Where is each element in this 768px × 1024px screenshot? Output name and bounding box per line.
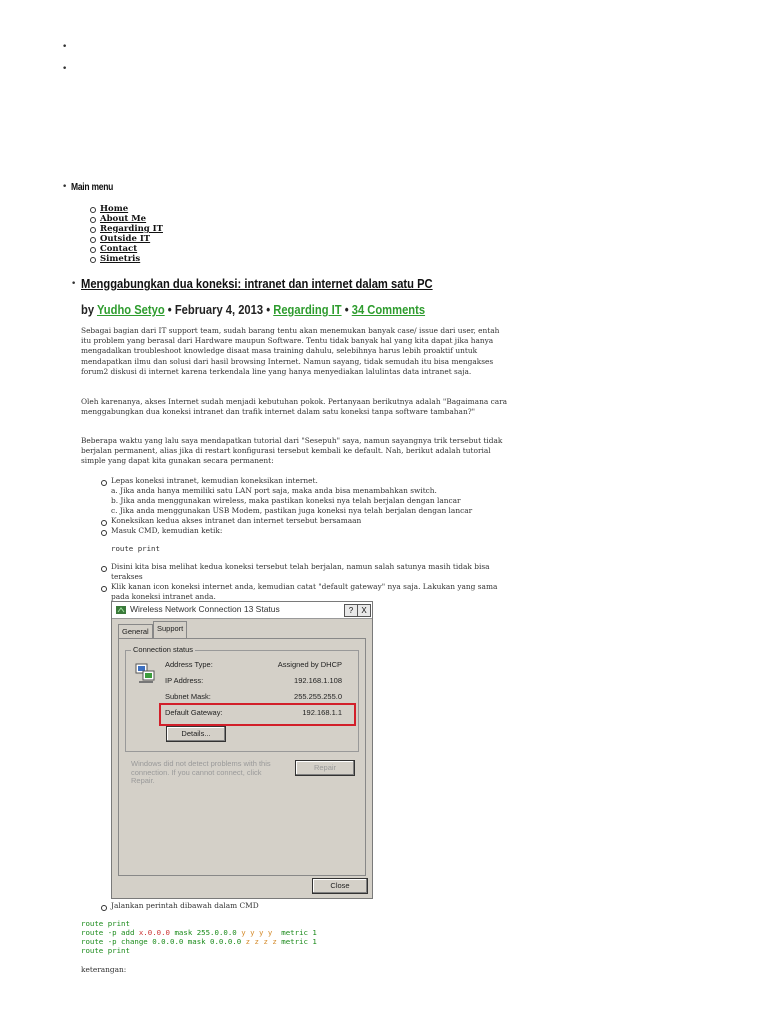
- subnet-mask-value: 255.255.255.0: [294, 692, 342, 701]
- step-sub-b: b. Jika anda menggunakan wireless, maka pastikan koneksi nya telah berjalan dengan lancar: [111, 496, 461, 505]
- close-button[interactable]: Close: [312, 878, 368, 894]
- ip-address-value: 192.168.1.108: [294, 676, 342, 685]
- group-label: Connection status: [133, 645, 194, 654]
- tab-support[interactable]: Support: [153, 621, 187, 638]
- step-open-cmd: Masuk CMD, kemudian ketik:: [111, 526, 223, 535]
- address-type-label: Address Type:: [165, 660, 213, 669]
- meta-separator: •: [167, 302, 172, 317]
- keterangan-label: keterangan:: [81, 965, 127, 974]
- network-computers-icon: [134, 661, 158, 685]
- step-note-gateway: Klik kanan icon koneksi internet anda, kemudian catat "default gateway" nya saja. Lakukan yang sama pada koneksi intranet anda.: [111, 582, 498, 602]
- address-type-value: Assigned by DHCP: [277, 660, 342, 669]
- step-check-connections: Disini kita bisa melihat kedua koneksi tersebut telah berjalan, namun salah satunya masih tidak bisa terakses: [111, 562, 490, 582]
- code-text: metric 1: [272, 928, 317, 937]
- list-bullet: [90, 227, 96, 233]
- code-text: route -p change 0.0.0.0 mask 0.0.0.0: [81, 937, 246, 946]
- step-run-commands: Jalankan perintah dibawah dalam CMD: [111, 901, 259, 910]
- list-bullet: [101, 905, 107, 911]
- list-bullet: [101, 480, 107, 486]
- step-disconnect: Lepas koneksi intranet, kemudian koneksikan internet.: [111, 476, 318, 485]
- step-sub-c: c. Jika anda menggunakan USB Modem, pastikan juga koneksi nya telah berjalan dengan lancar: [111, 506, 473, 515]
- post-title-link[interactable]: Menggabungkan dua koneksi: intranet dan internet dalam satu PC: [81, 276, 433, 291]
- author-link[interactable]: Yudho Setyo: [96, 302, 165, 317]
- meta-separator: •: [344, 302, 349, 317]
- post-date: February 4, 2013: [174, 302, 264, 317]
- code-text: route print: [81, 946, 130, 955]
- dialog-title: Wireless Network Connection 13 Status: [130, 604, 280, 614]
- post-meta: [81, 302, 425, 317]
- paragraph-tutorial: Beberapa waktu yang lalu saya mendapatkan tutorial dari "Sesepuh" saya, namun sayangnya trik tersebut tidak berjalan permanent, alias jika di restart konfigurasi tersebut kembali ke default. Nah, berikut adalah tutorial simple yang dapat kita gunakan secara permanent:: [81, 436, 503, 466]
- code-line-4: [81, 946, 130, 956]
- list-bullet: [90, 217, 96, 223]
- details-button[interactable]: Details...: [166, 726, 226, 742]
- list-bullet: [90, 247, 96, 253]
- paragraph-intro: Sebagai bagian dari IT support team, sudah barang tentu akan menemukan banyak case/ issue dari user, entah itu problem yang berasal dari Hardware maupun Software. Tentu tidak banyak hal yang kita dapat jika hanya mengadalkan troubleshoot knowledge disaat masa training dahulu, selebihnya harus lebih proaktif untuk mendapatkan ilmu dan solusi dari hasil browsing Internet. Namun sayang, tidak semudah itu bisa mengakses forum2 diskusi di internet karena terkendala line yang hanya menyediakan lalulintas data intranet saja.: [81, 326, 500, 376]
- default-gateway-value: 192.168.1.1: [302, 708, 342, 717]
- step-connect-both: Koneksikan kedua akses intranet dan internet tersebut bersamaan: [111, 516, 362, 525]
- tab-general[interactable]: General: [118, 624, 153, 638]
- menu-item-contact[interactable]: Contact: [100, 244, 138, 254]
- code-placeholder-z: z z z z: [245, 937, 277, 946]
- menu-item-regarding-it[interactable]: Regarding IT: [100, 224, 163, 234]
- cmd-route-print: route print: [111, 544, 160, 553]
- default-gateway-label: Default Gateway:: [165, 708, 223, 717]
- list-bullet: •: [62, 42, 68, 52]
- code-text: route print: [81, 919, 130, 928]
- list-bullet: [101, 566, 107, 572]
- list-bullet: [101, 520, 107, 526]
- ip-address-label: IP Address:: [165, 676, 204, 685]
- comments-link[interactable]: 34 Comments: [351, 302, 426, 317]
- list-bullet: [101, 586, 107, 592]
- meta-separator: •: [266, 302, 271, 317]
- wireless-icon: [115, 605, 127, 615]
- menu-item-simetris[interactable]: Simetris: [100, 254, 141, 264]
- list-bullet: •: [62, 64, 68, 74]
- menu-item-about[interactable]: About Me: [100, 214, 147, 224]
- code-text: mask 255.0.0.0: [170, 928, 242, 937]
- help-button[interactable]: ?: [344, 604, 358, 617]
- main-menu-title: Main menu: [71, 182, 114, 193]
- paragraph-question: Oleh karenanya, akses Internet sudah menjadi kebutuhan pokok. Pertanyaan berikutnya adalah "Bagaimana cara menggabungkan dua koneksi intranet dan trafik internet dalam satu koneksi tanpa software tambahan?": [81, 397, 508, 417]
- code-placeholder-y: y y y y: [241, 928, 273, 937]
- connection-status-dialog: [111, 601, 373, 899]
- meta-by: by: [81, 302, 95, 317]
- dialog-titlebar: [112, 602, 372, 619]
- step-sub-a: a. Jika anda hanya memiliki satu LAN port saja, maka anda bisa menambahkan switch.: [111, 486, 437, 495]
- list-bullet: •: [62, 182, 68, 192]
- list-bullet: [90, 207, 96, 213]
- repair-info-text: Windows did not detect problems with this connection. If you cannot connect, click Repair.: [131, 759, 271, 785]
- list-bullet: [90, 257, 96, 263]
- menu-item-outside-it[interactable]: Outside IT: [100, 234, 151, 244]
- list-bullet: •: [71, 279, 77, 289]
- code-placeholder-x: x.0.0.0: [138, 928, 171, 937]
- list-bullet: [90, 237, 96, 243]
- close-icon[interactable]: X: [357, 604, 371, 617]
- repair-button[interactable]: Repair: [295, 760, 355, 776]
- subnet-mask-label: Subnet Mask:: [165, 692, 211, 701]
- list-bullet: [101, 530, 107, 536]
- code-text: metric 1: [276, 937, 317, 946]
- code-text: route -p add: [81, 928, 139, 937]
- menu-item-home[interactable]: Home: [100, 204, 129, 214]
- category-link[interactable]: Regarding IT: [273, 302, 342, 317]
